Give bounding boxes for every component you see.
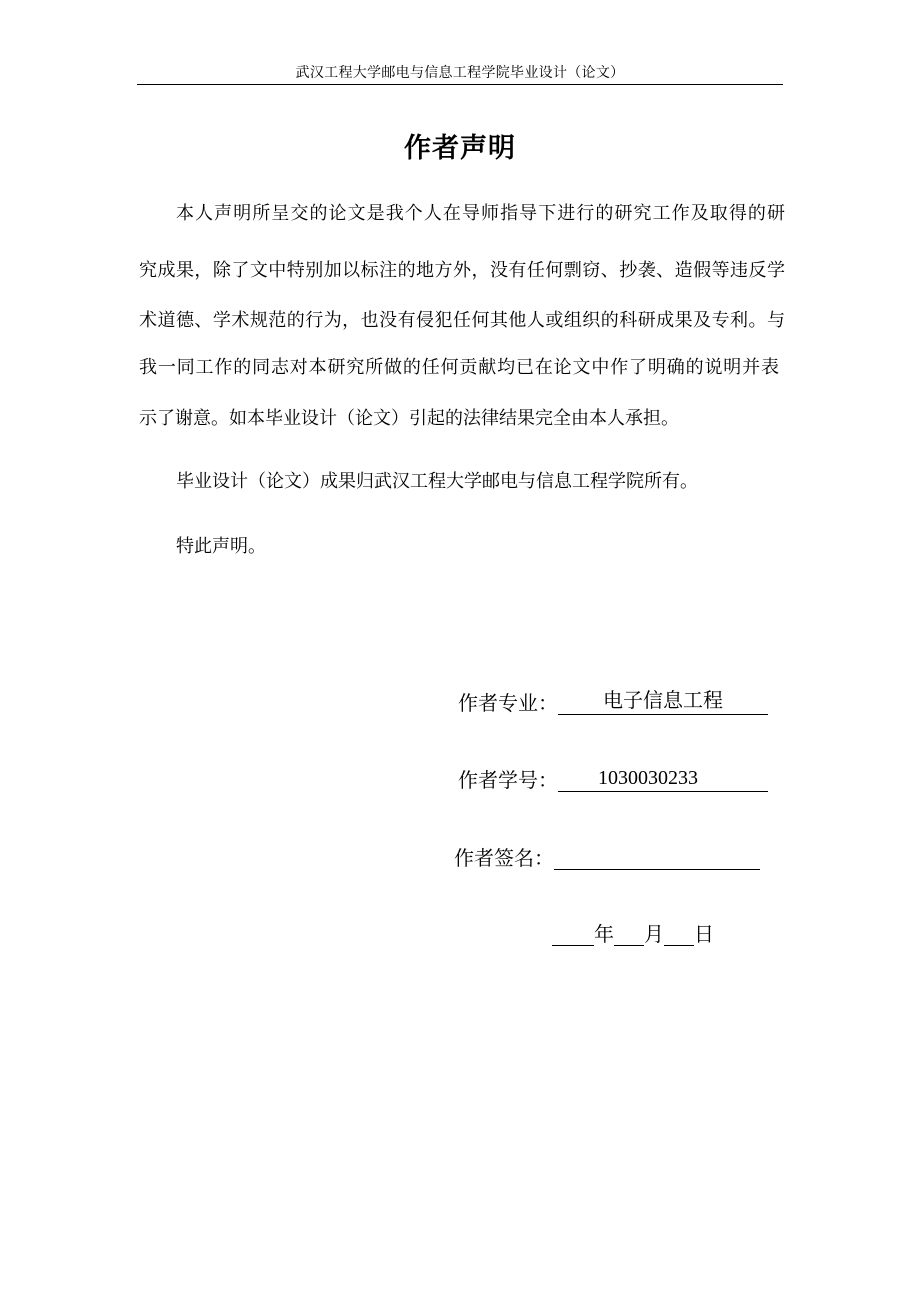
signature-field (454, 843, 760, 870)
month-blank (614, 921, 644, 946)
header-divider (137, 84, 783, 85)
declaration-paragraph-2: 毕业设计（论文）成果归武汉工程大学邮电与信息工程学院所有。 (176, 471, 698, 492)
day-blank (664, 921, 694, 946)
student-id-value: 1030030233 (558, 766, 768, 792)
major-field (458, 688, 768, 715)
year-blank (552, 921, 594, 946)
paragraph-line: 本人声明所呈交的论文是我个人在导师指导下进行的研究工作及取得的研 (176, 203, 785, 224)
date-line (552, 921, 714, 946)
declaration-paragraph-3: 特此声明。 (176, 536, 266, 557)
year-label: 年 (594, 922, 614, 946)
major-label: 作者专业： (458, 691, 558, 715)
paragraph-line: 究成果，除了文中特别加以标注的地方外，没有任何剽窃、抄袭、造假等违反学 (139, 260, 785, 281)
signature-label: 作者签名： (454, 846, 554, 870)
student-id-label: 作者学号： (458, 768, 558, 792)
paragraph-line: 术道德、学术规范的行为，也没有侵犯任何其他人或组织的科研成果及专利。与 (139, 310, 785, 331)
major-value: 电子信息工程 (558, 688, 768, 715)
header-title: 武汉工程大学邮电与信息工程学院毕业设计（论文） (295, 65, 625, 81)
paragraph-line: 示了谢意。如本毕业设计（论文）引起的法律结果完全由本人承担。 (139, 408, 679, 429)
paragraph-line: 我一同工作的同志对本研究所做的任何贡献均已在论文中作了明确的说明并表 (139, 357, 779, 378)
page-title: 作者声明 (404, 133, 516, 164)
student-id-field (458, 766, 768, 792)
signature-value (554, 843, 760, 870)
day-label: 日 (694, 922, 714, 946)
month-label: 月 (644, 922, 664, 946)
